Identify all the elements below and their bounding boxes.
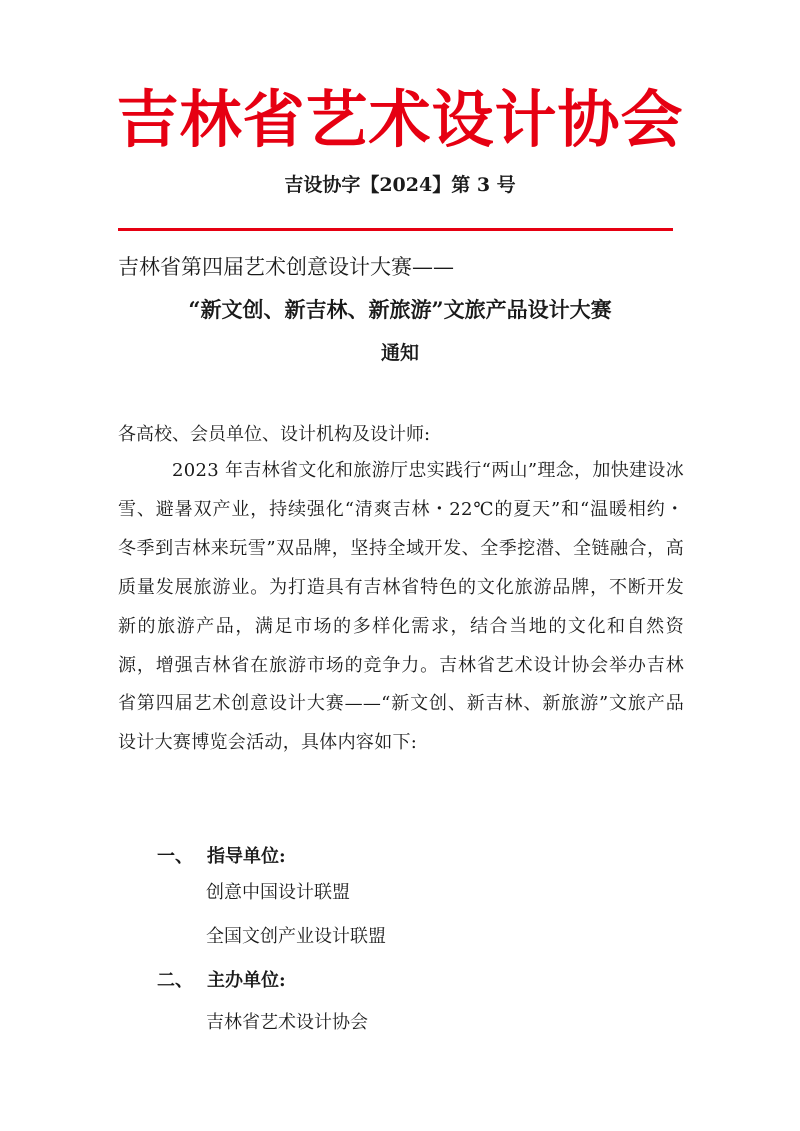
- section-number: 二、: [157, 970, 193, 991]
- body-paragraph: 2023 年吉林省文化和旅游厅忠实践行“两山”理念，加快建设冰雪、避暑双产业，持续强化“清爽吉林・22℃的夏天”和“温暖相约・冬季到吉林来玩雪”双品牌，坚持全域开发、全季挖潜、全链融合，高质量发展旅游业。为打造具有吉林省特色的文化旅游品牌，不断开发新的旅游产品，满足市场的多样化需求，结合当地的文化和自然资源，增强吉林省在旅游市场的竞争力。吉林省艺术设计协会举办吉林省第四届艺术创意设计大赛——“新文创、新吉林、新旅游”文旅产品设计大赛博览会活动，具体内容如下:: [118, 460, 684, 754]
- organization-title: 吉林省艺术设计协会: [116, 83, 684, 156]
- section-item: 吉林省艺术设计协会: [206, 1012, 368, 1033]
- salutation: 各高校、会员单位、设计机构及设计师:: [118, 424, 431, 445]
- document-number: 吉设协字【2024】第 3 号: [284, 174, 516, 196]
- section-item: 创意中国设计联盟: [206, 882, 350, 903]
- section-number: 一、: [157, 846, 193, 867]
- section-item: 全国文创产业设计联盟: [206, 926, 386, 947]
- section-heading-organizer: [157, 966, 286, 996]
- section-heading-guidance: [157, 842, 286, 872]
- section-heading-text: 主办单位:: [207, 970, 286, 991]
- section-heading-text: 指导单位:: [207, 846, 286, 867]
- notice-title-line-3: 通知: [380, 342, 419, 364]
- notice-title-line-1: 吉林省第四届艺术创意设计大赛——: [118, 255, 454, 279]
- notice-title-line-2: “新文创、新吉林、新旅游”文旅产品设计大赛: [188, 297, 612, 322]
- red-divider-line: [118, 228, 673, 231]
